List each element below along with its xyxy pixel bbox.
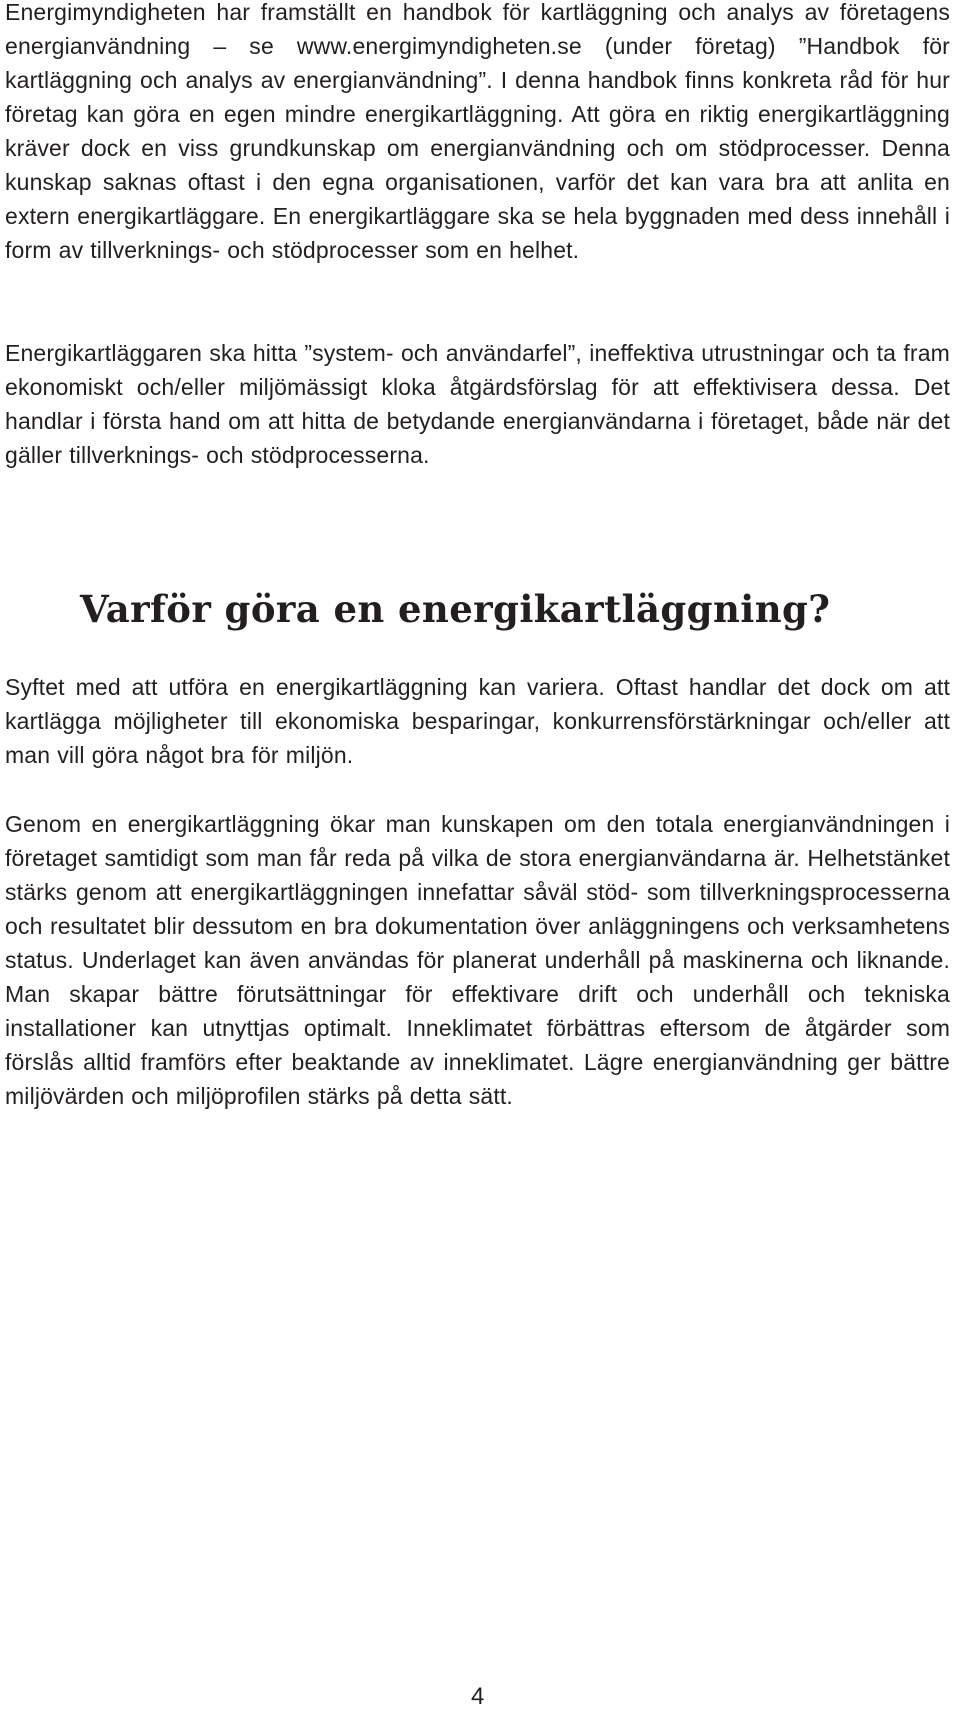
section-heading: Varför göra en energikartläggning? [80,587,831,631]
intro-paragraph-2: Energikartläggaren ska hitta ”system- och användarfel”, ineffektiva utrustningar och ta fram ekonomiskt och/eller miljömässigt kloka åtgärdsförslag för att effektivisera dessa. Det handlar i första hand om att hitta de betydande energianvändarna i företaget, både när det gäller tillverknings- och stödprocesserna. [5,340,950,468]
section-paragraph-1: Syftet med att utföra en energikartläggning kan variera. Oftast handlar det dock om att kartlägga möjligheter till ekonomiska besparingar, konkurrensförstärkningar och/eller att man vill göra något bra för miljön. [5,674,950,768]
intro-paragraph-1: Energimyndigheten har framställt en handbok för kartläggning och analys av företagens energianvändning – se www.energimyndigheten.se (under företag) ”Handbok för kartläggning och analys av energianvändning”. I denna handbok finns konkreta råd för hur företag kan göra en egen mindre energikartläggning. Att göra en riktig energikartläggning kräver dock en viss grundkunskap om energianvändning och om stödprocesser. Denna kunskap saknas oftast i den egna organisationen, varför det kan vara bra att anlita en extern energikartläggare. En energikartläggare ska se hela byggnaden med dess innehåll i form av tillverknings- och stödprocesser som en helhet. [5,0,950,263]
section-paragraph-2: Genom en energikartläggning ökar man kunskapen om den totala energianvändningen i företaget samtidigt som man får reda på vilka de stora energianvändarna är. Helhetstänket stärks genom att energikartläggningen innefattar såväl stöd- som tillverkningsprocesserna och resultatet blir dessutom en bra dokumentation över anläggningens och verksamhetens status. Underlaget kan även användas för planerat underhåll på maskinerna och liknande. Man skapar bättre förutsättningar för effektivare drift och underhåll och tekniska installationer kan utnyttjas optimalt. Inneklimatet förbättras eftersom de åtgärder som förslås alltid framförs efter beaktande av inneklimatet. Lägre energianvändning ger bättre miljövärden och miljöprofilen stärks på detta sätt. [5,811,950,1109]
page-number: 4 [471,1683,485,1710]
document-page [5,0,953,1712]
